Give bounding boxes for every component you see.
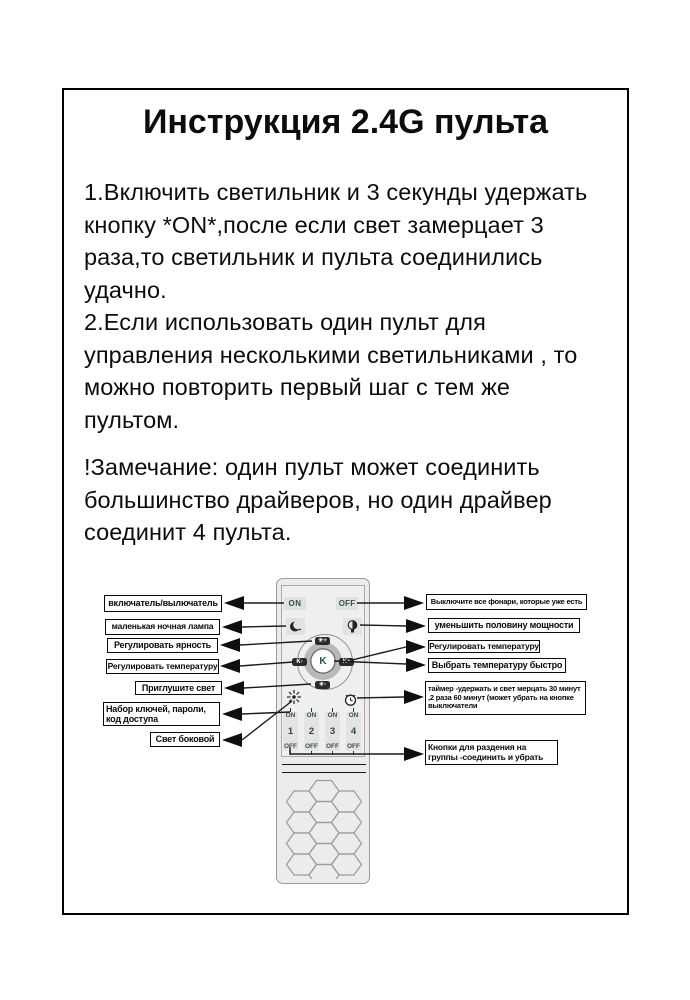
callout-night-lamp: маленькая ночная лампа — [105, 619, 220, 635]
tick-mark — [290, 751, 292, 755]
side-light-button — [286, 689, 302, 705]
group4-off-label: OFF — [347, 742, 360, 750]
group3-on-label: ON — [327, 712, 338, 719]
tick-mark — [290, 708, 292, 712]
callout-side-light: Свет боковой — [150, 732, 220, 747]
group3-number: 3 — [329, 725, 336, 737]
instruction-step-1: 1.Включить светильник и 3 секунды удержать кнопку *ON*,после если свет замерцает 3 раза,то светильник и пульта соединились удачно. — [84, 179, 588, 303]
group1-on-label: ON — [285, 712, 296, 719]
timer-button — [342, 691, 358, 707]
night-lamp-button — [286, 618, 305, 635]
tick-mark — [353, 751, 355, 755]
brightness-down-button: ☀- — [315, 681, 330, 689]
k-center-button: K — [319, 655, 327, 667]
callout-half-power: уменьшить половину мощности — [428, 618, 580, 633]
group4-number: 4 — [350, 725, 357, 737]
callout-timer: таймер -удержать и свет мерцать 30 минут ,2 раза 60 минут (может убрать на кнопке выключатели — [425, 681, 586, 715]
callout-quick-temperature: Выбрать температуру быстро — [428, 658, 566, 673]
group4-on-label: ON — [348, 712, 359, 719]
group-button-2 — [304, 712, 319, 751]
tick-mark — [311, 751, 313, 755]
off-button: OFF — [336, 597, 358, 610]
timer-icon — [343, 692, 358, 707]
dial-ring — [304, 642, 342, 680]
tick-mark — [332, 751, 334, 755]
callout-dim-light: Приглушите свет — [135, 681, 222, 695]
night-lamp-icon — [287, 619, 304, 634]
callout-adjust-temperature-left: Регулировать температуру — [106, 659, 219, 674]
instruction-step-2: 2.Если использовать один пульт для управления несколькими светильниками , то можно повторить первый шаг с тем же пультом. — [84, 309, 578, 433]
side-light-icon — [286, 689, 302, 705]
page-title: Инструкция 2.4G пульта — [142, 103, 549, 141]
group1-off-label: OFF — [284, 742, 297, 750]
callout-key-set: Набор ключей, пароли, код доступа — [103, 702, 220, 726]
half-power-button — [343, 618, 362, 635]
tick-mark — [332, 708, 334, 712]
temperature-left-button: K- — [292, 658, 307, 666]
callout-adjust-temperature-right: Регулировать температуру — [428, 640, 540, 653]
half-power-icon — [344, 619, 361, 634]
divider-line — [282, 764, 366, 765]
brightness-up-button: ☀+ — [315, 637, 330, 645]
tick-mark — [311, 708, 313, 712]
group3-off-label: OFF — [326, 742, 339, 750]
temperature-right-button: K+ — [339, 658, 354, 666]
remote-control — [276, 578, 370, 884]
callout-on-off-switch: включатель/вылючатель — [104, 595, 222, 612]
group-button-4 — [346, 712, 361, 751]
group2-number: 2 — [308, 725, 315, 737]
on-button: ON — [284, 597, 306, 610]
callout-adjust-brightness: Регулировать ярность — [107, 638, 218, 653]
group2-on-label: ON — [306, 712, 317, 719]
note-paragraph: !Замечание: один пульт может соединить большинство драйверов, но один драйвер соединит 4 пульта. — [84, 454, 552, 545]
callout-turn-off-all: Выключите все фонари, которые уже есть — [426, 594, 587, 610]
tick-mark — [353, 708, 355, 712]
divider-line — [282, 772, 366, 773]
group-button-1 — [283, 712, 298, 751]
group-button-3 — [325, 712, 340, 751]
group1-number: 1 — [287, 725, 294, 737]
group2-off-label: OFF — [305, 742, 318, 750]
callout-group-buttons: Кнопки для раздения на группы -соединить и убрать — [425, 740, 558, 765]
honeycomb-pattern — [281, 779, 367, 879]
